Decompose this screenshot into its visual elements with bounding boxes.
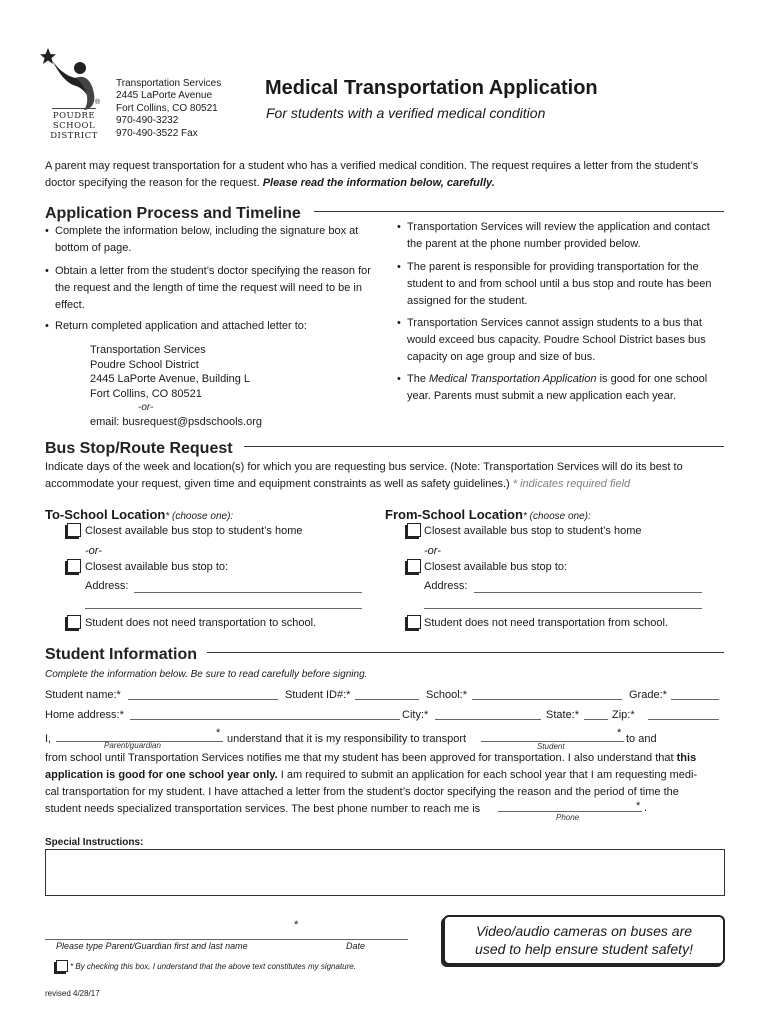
validity-emphasis: Medical Transportation Application	[429, 373, 597, 385]
revision-date: revised 4/28/17	[45, 989, 100, 998]
student-id-label: Student ID#:*	[285, 689, 351, 701]
to-school-title: To-School Location	[45, 507, 166, 522]
bus-heading: Bus Stop/Route Request	[45, 440, 233, 457]
logo-rule	[52, 108, 96, 109]
to-and-text: to and	[626, 733, 657, 745]
to-school-address-label: Address:	[85, 580, 129, 592]
signature-consent-text	[70, 962, 356, 972]
process-bullet: • Return completed application and attached letter to:	[45, 318, 380, 335]
validity-post: is good for one school year. Parents must submit a new application each year.	[407, 373, 708, 402]
bus-description	[45, 459, 725, 493]
signature-date-caption: Date	[346, 941, 366, 951]
from-school-address-field[interactable]	[474, 592, 702, 593]
mailing-address	[90, 343, 250, 401]
student-heading-rule	[207, 652, 724, 653]
school-field[interactable]	[472, 699, 622, 700]
to-school-stop-label: Closest available bus stop to:	[85, 561, 229, 573]
city-field[interactable]	[435, 719, 541, 720]
i-label: I,	[45, 733, 52, 745]
intro-paragraph	[45, 158, 725, 192]
parent-guardian-caption: Parent/guardian	[104, 741, 161, 750]
grade-field[interactable]	[671, 699, 719, 700]
from-school-stop-label: Closest available bus stop to:	[424, 561, 568, 573]
registered-mark: ®	[95, 99, 101, 106]
to-school-home-checkbox[interactable]	[67, 523, 81, 537]
email-address: email: busrequest@psdschools.org	[90, 416, 262, 428]
process-heading: Application Process and Timeline	[45, 205, 301, 222]
required-note: * indicates required field	[512, 478, 631, 490]
state-field[interactable]	[584, 719, 608, 720]
special-instructions-label: Special Instructions:	[45, 837, 144, 848]
to-school-heading	[45, 506, 233, 524]
district-logo	[38, 44, 104, 144]
intro-text: A parent may request transportation for a student who has a verified medical condition. The request requires a letter from the student’s doctor specifying the reason for the request.	[45, 160, 699, 189]
contact-line: Fort Collins, CO 80521	[116, 102, 218, 114]
contact-line: Transportation Services	[116, 78, 222, 89]
to-school-none-label: Student does not need transportation to school.	[85, 617, 317, 629]
address-or: -or-	[138, 402, 154, 413]
notice-line: Video/audio cameras on buses are	[475, 923, 693, 939]
contact-block	[116, 78, 256, 140]
process-bullet-text: Complete the information below, including the signature box at bottom of page.	[55, 225, 359, 254]
agreement-line: I am required to submit an application for each school year that I am requesting medi-	[280, 769, 698, 781]
process-bullet-text: Transportation Services will review the application and contact the parent at the phone number provided below.	[407, 221, 710, 250]
agreement-line: student needs specialized transportation services. The best phone number to reach me is	[45, 803, 481, 815]
signature-consent-checkbox[interactable]	[56, 960, 68, 972]
student-required-star: *	[617, 727, 622, 739]
student-caption: Student	[537, 742, 565, 751]
school-label: School:*	[426, 689, 467, 701]
address-line: 2445 LaPorte Avenue, Building L	[90, 373, 251, 385]
special-instructions-box[interactable]	[45, 849, 725, 896]
responsibility-text: understand that it is my responsibility to transport	[227, 733, 467, 745]
contact-line: 970-490-3232	[116, 115, 179, 127]
phone-caption: Phone	[556, 813, 580, 822]
process-bullet: • Transportation Services cannot assign students to a bus that would exceed bus capacity. Poudre School District bases bus capacity on age group and size of bus.	[397, 315, 727, 366]
process-heading-rule	[314, 211, 724, 212]
to-school-home-label: Closest available bus stop to student’s home	[85, 525, 303, 537]
notice-line: used to help ensure student safety!	[475, 941, 693, 957]
phone-field[interactable]	[498, 811, 642, 812]
student-name-field[interactable]	[128, 699, 278, 700]
logo-line-3: DISTRICT	[50, 131, 98, 141]
to-school-none-checkbox[interactable]	[67, 615, 81, 629]
from-school-title: From-School Location	[385, 507, 523, 522]
from-school-none-label: Student does not need transportation from school.	[424, 617, 668, 629]
agreement-bold: application is good for one school year only.	[45, 769, 278, 781]
student-name-label: Student name:*	[45, 689, 121, 701]
process-bullet-text: The parent is responsible for providing transportation for the student to and from school until a bus stop and route has been assigned for the student.	[407, 261, 712, 307]
process-bullet-text: Transportation Services cannot assign students to a bus that would exceed bus capacity. Poudre School District bases bus capacity on age group and size of bus.	[407, 317, 706, 363]
signature-field[interactable]	[45, 939, 408, 940]
from-school-address-label: Address:	[424, 580, 468, 592]
process-bullet: • The parent is responsible for providing transportation for the student to and from school until a bus stop and route has been assigned for the student.	[397, 259, 727, 310]
contact-line: 970-490-3522 Fax	[116, 127, 198, 139]
zip-field[interactable]	[648, 719, 719, 720]
signature-required-star: *	[294, 919, 299, 931]
from-school-home-checkbox[interactable]	[407, 523, 421, 537]
address-line: Transportation Services	[90, 344, 206, 356]
validity-pre: The	[407, 373, 430, 385]
logo-line-2: SCHOOL	[52, 121, 96, 131]
process-bullet: • The Medical Transportation Application is good for one school year. Parents must submit a new application each year.	[397, 373, 708, 402]
process-bullet: • Obtain a letter from the student’s doctor specifying the reason for the request and the length of time the request will need to be in effect.	[45, 263, 380, 314]
to-school-address-field[interactable]	[134, 592, 362, 593]
agreement-paragraph	[45, 750, 735, 818]
logo-line-1: POUDRE	[52, 111, 96, 121]
process-bullet: • Complete the information below, including the signature box at bottom of page.	[45, 223, 380, 257]
process-bullet-text: Obtain a letter from the student’s doctor specifying the reason for the request and the length of time the request will need to be in effect.	[55, 265, 371, 311]
page-subtitle: For students with a verified medical condition	[266, 105, 546, 121]
to-school-choose: * (choose one):	[165, 511, 234, 522]
state-label: State:*	[546, 709, 580, 721]
city-label: City:*	[402, 709, 429, 721]
consent-label: By checking this box, I understand that the above text constitutes my signature.	[75, 962, 356, 971]
bus-description-text: Indicate days of the week and location(s) for which you are requesting bus service. (Note: Transportation Services will do its best to accommodate your request, given time and equipment constraints as well as safety guidelines.)	[45, 461, 683, 490]
home-address-label: Home address:*	[45, 709, 124, 721]
consent-star: *	[70, 962, 74, 971]
student-id-field[interactable]	[355, 699, 419, 700]
process-bullet: • Transportation Services will review the application and contact the parent at the phone number provided below.	[397, 219, 727, 253]
from-school-heading	[385, 506, 591, 524]
from-school-home-label: Closest available bus stop to student’s home	[424, 525, 642, 537]
student-instructions: Complete the information below. Be sure to read carefully before signing.	[45, 669, 368, 680]
contact-line: 2445 LaPorte Avenue	[116, 90, 213, 102]
from-school-stop-checkbox[interactable]	[407, 559, 421, 573]
process-bullet-text: Return completed application and attached letter to:	[55, 320, 307, 332]
from-school-or: -or-	[424, 545, 441, 557]
from-school-address-field-2[interactable]	[424, 608, 702, 609]
address-line: Poudre School District	[90, 358, 199, 371]
logo-text	[48, 111, 100, 141]
camera-notice-box	[443, 915, 725, 965]
from-school-choose: * (choose one):	[522, 511, 591, 522]
home-address-field[interactable]	[130, 719, 400, 720]
phone-required-star: *	[636, 800, 641, 812]
agreement-line: cal transportation for my student. I have attached a letter from the student’s doctor specifying the reason and the period of time the	[45, 786, 679, 798]
address-line: Fort Collins, CO 80521	[90, 387, 202, 400]
agreement-line: from school until Transportation Services notifies me that my student has been approved for transportation. I also understand that	[45, 752, 674, 764]
to-school-stop-checkbox[interactable]	[67, 559, 81, 573]
grade-label: Grade:*	[629, 689, 667, 701]
parent-required-star: *	[216, 727, 221, 739]
page-title: Medical Transportation Application	[265, 77, 598, 99]
to-school-address-field-2[interactable]	[85, 608, 362, 609]
to-school-or: -or-	[85, 545, 102, 557]
from-school-none-checkbox[interactable]	[407, 615, 421, 629]
student-heading: Student Information	[45, 646, 197, 663]
intro-emphasis: Please read the information below, carefully.	[262, 177, 495, 189]
signature-name-caption: Please type Parent/Guardian first and last name	[56, 941, 248, 951]
zip-label: Zip:*	[612, 709, 635, 721]
agreement-bold: this	[676, 752, 697, 764]
bus-heading-rule	[244, 446, 724, 447]
